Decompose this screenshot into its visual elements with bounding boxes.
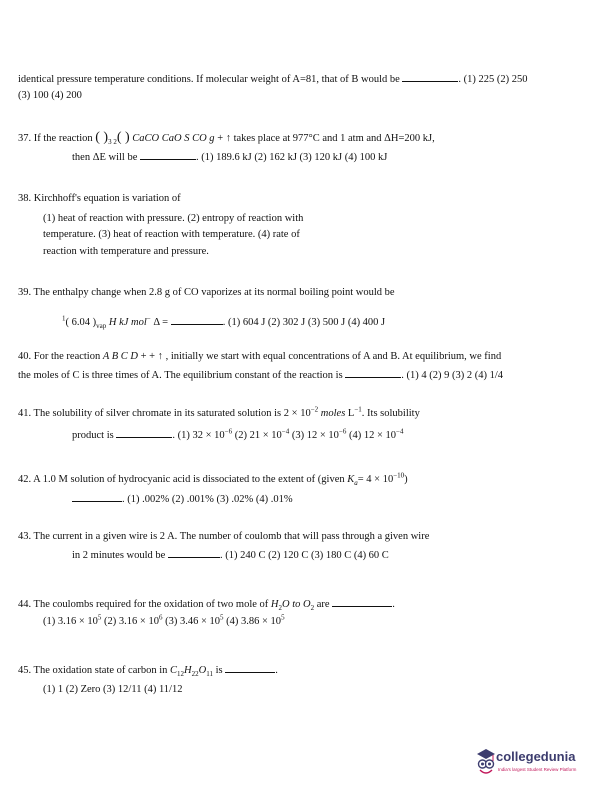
- q38-opt-line2: temperature. (3) heat of reaction with temperature. (4) rate of: [43, 229, 300, 240]
- q38-head: 38. Kirchhoff's equation is variation of: [18, 193, 181, 204]
- q38-opt-line3: reaction with temperature and pressure.: [43, 246, 209, 257]
- answer-blank: [140, 150, 196, 160]
- collegedunia-logo: [476, 745, 588, 779]
- answer-blank: [171, 315, 223, 325]
- q44-options: (1) $3.16 \times 10^5$ (2) $3.16 \times 10^6$ (3) $3.46 \times 10^5$ (4) $3.86 \times 10^5$: [43, 613, 285, 627]
- q36-line1: identical pressure temperature conditions. If molecular weight of A=81, that of B would be . (1) 225 (2) 250: [18, 74, 528, 85]
- graduate-owl-icon: [476, 747, 496, 777]
- logo-tagline: India's largest Student Review Platform: [498, 767, 577, 772]
- q43-line1: 43. The current in a given wire is 2 A. The number of coulomb that will pass through a given wire: [18, 531, 430, 542]
- q40-line2: the moles of C is three times of A. The equilibrium constant of the reaction is . (1) 4 (2) 9 (3) 2 (4) 1/4: [18, 370, 504, 381]
- q38-opt-line1: (1) heat of reaction with pressure. (2) entropy of reaction with: [43, 213, 304, 224]
- q41-line2: product is . (1) $32 \times 10^{-6}$ (2) $21 \times 10^{-4}$ (3) $12 \times 10^{-6}$ (4) $12 \times 10^{-4}$: [72, 427, 404, 441]
- q45-options: (1) 1 (2) Zero (3) 12/11 (4) 11/12: [43, 684, 183, 695]
- answer-blank: [116, 428, 172, 438]
- answer-blank: [168, 548, 220, 558]
- q43-line2: in 2 minutes would be . (1) 240 C (2) 120 C (3) 180 C (4) 60 C: [72, 550, 389, 561]
- q37-line2: then ΔE will be . (1) 189.6 kJ (2) 162 kJ (3) 120 kJ (4) 100 kJ: [72, 152, 388, 163]
- q39-head: 39. The enthalpy change when 2.8 g of CO vaporizes at its normal boiling point would be: [18, 287, 395, 298]
- q45-line1: 45. The oxidation state of carbon in $C_{12}H_{22}O_{11}$ is .: [18, 665, 278, 679]
- q36-line2: (3) 100 (4) 200: [18, 90, 82, 101]
- logo-wordmark: collegedunia: [496, 749, 576, 764]
- answer-blank: [72, 492, 122, 502]
- q39-formula: $^1$( 6.04 )$_{vap}$ H kJ mol− Δ = . (1) 604 J (2) 302 J (3) 500 J (4) 400 J: [62, 314, 386, 331]
- answer-blank: [225, 663, 275, 673]
- answer-blank: [345, 368, 401, 378]
- answer-blank: [402, 72, 458, 82]
- q41-line1: 41. The solubility of silver chromate in its saturated solution is $2 \times 10^{-2}$ moles $L^{-1}$. Its solubility: [18, 405, 420, 419]
- q42-line1: 42. A 1.0 M solution of hydrocyanic acid is dissociated to the extent of (given $K_a= 4 \times 10^{-10}$): [18, 471, 408, 488]
- q37-line1: 37. If the reaction ( )$_{3 2}$( ) CaCO CaO S CO g + ↑ takes place at 977°C and 1 atm and ΔH=200 kJ,: [18, 130, 435, 147]
- q44-line1: 44. The coulombs required for the oxidation of two mole of $H_2O$ to $O_2$ are .: [18, 599, 395, 613]
- q40-line1: 40. For the reaction A B C D + + ↑ , initially we start with equal concentrations of A and B. At equilibrium, we find: [18, 351, 502, 362]
- q42-line2: . (1) .002% (2) .001% (3) .02% (4) .01%: [72, 492, 293, 506]
- answer-blank: [332, 597, 392, 607]
